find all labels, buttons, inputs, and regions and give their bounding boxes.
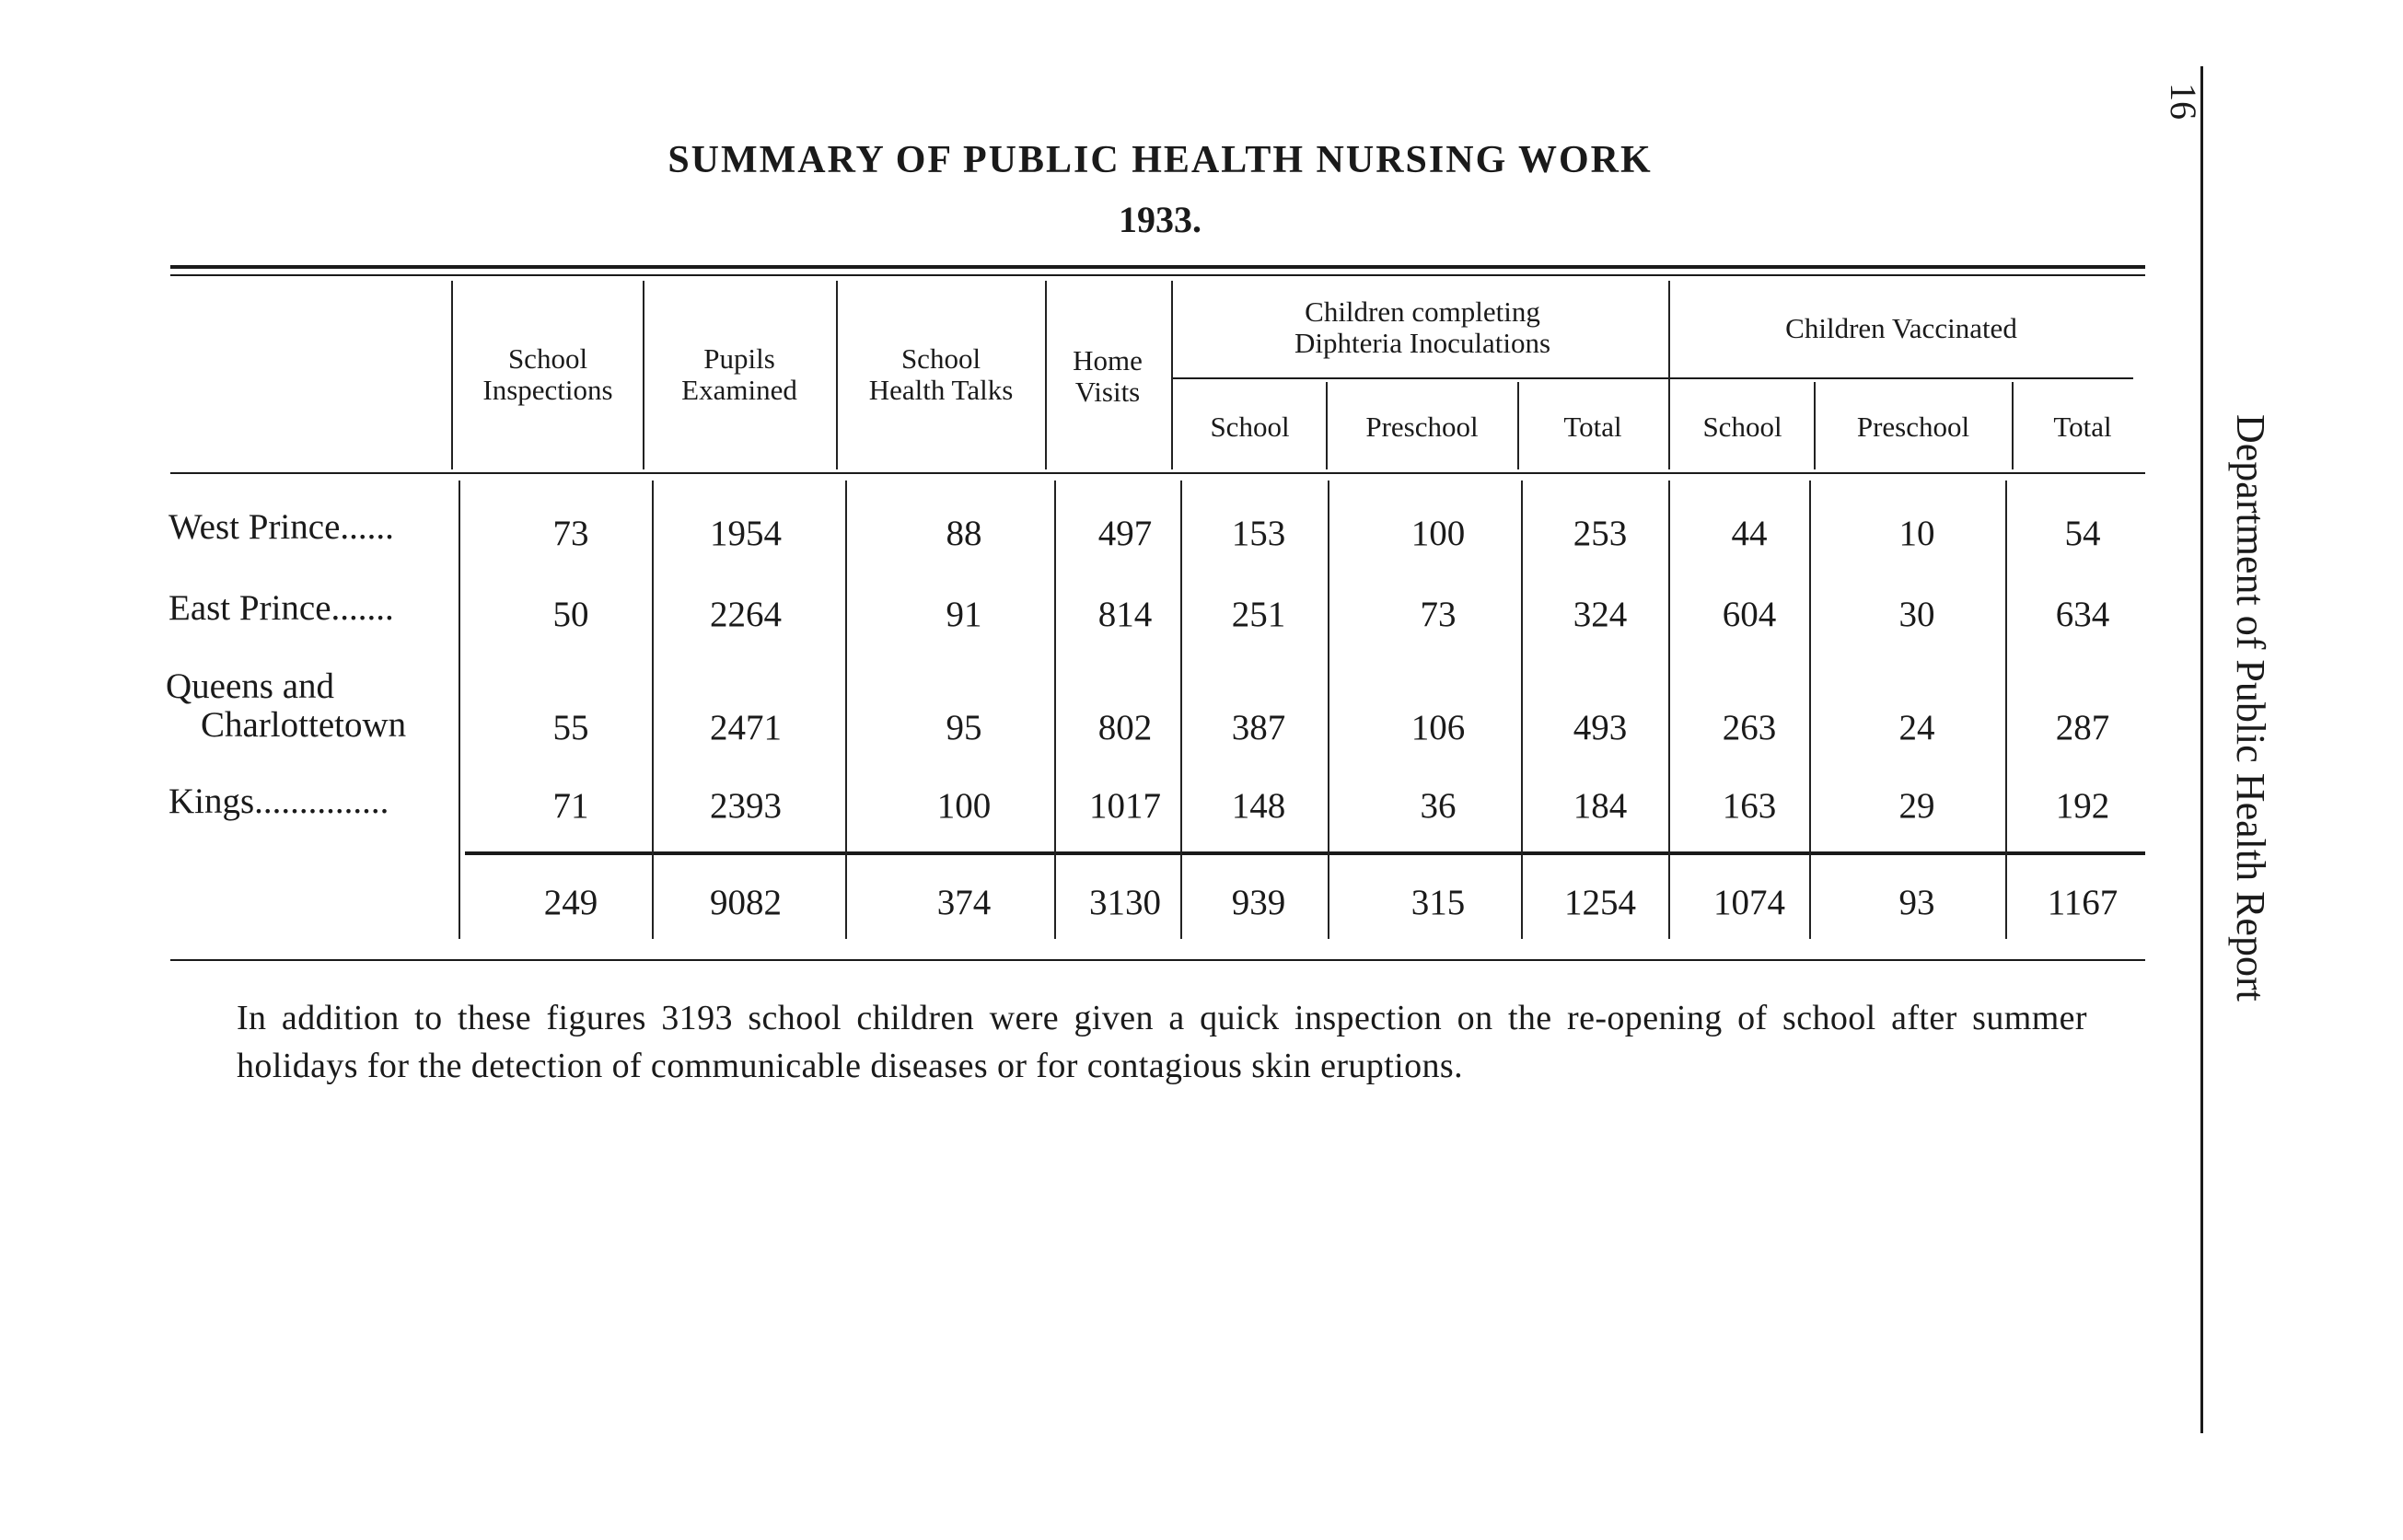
table-row-cell: 44	[1731, 514, 1768, 553]
header-school-health-talks: School Health Talks	[868, 342, 1014, 406]
table-row-cell: 1017	[1089, 786, 1161, 826]
table-row-cell: 634	[2055, 595, 2110, 634]
page-number: 16	[2163, 83, 2204, 120]
table-row-cell: 2471	[710, 708, 782, 747]
subheader-vaccinated-school: School	[1702, 411, 1782, 443]
table-row-cell: 263	[1722, 708, 1777, 747]
totals-cell: 9082	[710, 883, 782, 922]
footnote-paragraph: In addition to these figures 3193 school children were given a quick inspection on the re-opening of school after summer holidays for the detection of communicable diseases or for contagious skin eruptions.	[237, 999, 2087, 1085]
row-label-west-prince: West Prince......	[168, 507, 394, 547]
table-row-cell: 814	[1097, 595, 1153, 634]
totals-cell: 1074	[1713, 883, 1785, 922]
table-row-cell: 106	[1410, 708, 1466, 747]
table-row-cell: 184	[1573, 786, 1628, 826]
subheader-vaccinated-total: Total	[2053, 411, 2112, 443]
running-title: Department of Public Health Report	[2228, 414, 2273, 1002]
report-year: 1933.	[1119, 199, 1202, 240]
row-label-east-prince: East Prince.......	[168, 588, 394, 628]
table-row-cell: 153	[1231, 514, 1286, 553]
totals-cell: 374	[936, 883, 992, 922]
table-row-cell: 24	[1898, 708, 1935, 747]
header-school-inspections: School Inspections	[482, 342, 613, 406]
table-row-cell: 50	[552, 595, 589, 634]
report-title: SUMMARY OF PUBLIC HEALTH NURSING WORK	[668, 139, 1653, 181]
table-row-cell: 10	[1898, 514, 1935, 553]
totals-rule-thick	[465, 851, 2145, 855]
totals-cell: 249	[543, 883, 598, 922]
table-row-cell: 287	[2055, 708, 2110, 747]
table-row-cell: 802	[1097, 708, 1153, 747]
header-pupils-examined: Pupils Examined	[681, 342, 797, 406]
table-row-cell: 55	[552, 708, 589, 747]
table-row-cell: 71	[552, 786, 589, 826]
subheader-diphtheria-preschool: Preschool	[1365, 411, 1479, 443]
totals-cell: 315	[1410, 883, 1466, 922]
totals-cell: 1167	[2047, 883, 2119, 922]
table-row-cell: 253	[1573, 514, 1628, 553]
table-row-cell: 1954	[710, 514, 782, 553]
header-diphtheria-group: Children completing Diphteria Inoculations	[1294, 295, 1551, 359]
table-row-cell: 387	[1231, 708, 1286, 747]
table-row-cell: 73	[1420, 595, 1457, 634]
table-row-cell: 54	[2064, 514, 2101, 553]
table-row-cell: 2264	[710, 595, 782, 634]
table-row-cell: 324	[1573, 595, 1628, 634]
table-row-cell: 148	[1231, 786, 1286, 826]
table-row-cell: 30	[1898, 595, 1935, 634]
table-bottom-rule	[170, 959, 2145, 961]
table-row-cell: 95	[946, 708, 982, 747]
side-margin-rule	[2200, 66, 2203, 1433]
totals-cell: 1254	[1564, 883, 1636, 922]
totals-cell: 939	[1231, 883, 1286, 922]
table-row-cell: 192	[2055, 786, 2110, 826]
group-subheader-rule	[1171, 377, 2133, 379]
table-row-cell: 88	[946, 514, 982, 553]
header-bottom-rule	[170, 472, 2145, 474]
subheader-diphtheria-total: Total	[1563, 411, 1622, 443]
table-row-cell: 100	[936, 786, 992, 826]
subheader-diphtheria-school: School	[1210, 411, 1290, 443]
table-row-cell: 91	[946, 595, 982, 634]
totals-cell: 93	[1898, 883, 1935, 922]
totals-cell: 3130	[1089, 883, 1161, 922]
table-row-cell: 36	[1420, 786, 1457, 826]
table-row-cell: 29	[1898, 786, 1935, 826]
table-row-cell: 2393	[710, 786, 782, 826]
top-rule-thick	[170, 265, 2145, 269]
subheader-vaccinated-preschool: Preschool	[1856, 411, 1970, 443]
table-row-cell: 73	[552, 514, 589, 553]
table-row-cell: 163	[1722, 786, 1777, 826]
row-label-queens: Queens and Charlottetown	[166, 666, 407, 745]
table-row-cell: 251	[1231, 595, 1286, 634]
top-rule-thin	[170, 274, 2145, 276]
header-vaccinated-group: Children Vaccinated	[1785, 312, 2017, 344]
table-row-cell: 497	[1097, 514, 1153, 553]
table-row-cell: 604	[1722, 595, 1777, 634]
table-row-cell: 493	[1573, 708, 1628, 747]
row-label-kings: Kings...............	[168, 782, 389, 821]
table-row-cell: 100	[1410, 514, 1466, 553]
header-home-visits: Home Visits	[1073, 344, 1143, 408]
